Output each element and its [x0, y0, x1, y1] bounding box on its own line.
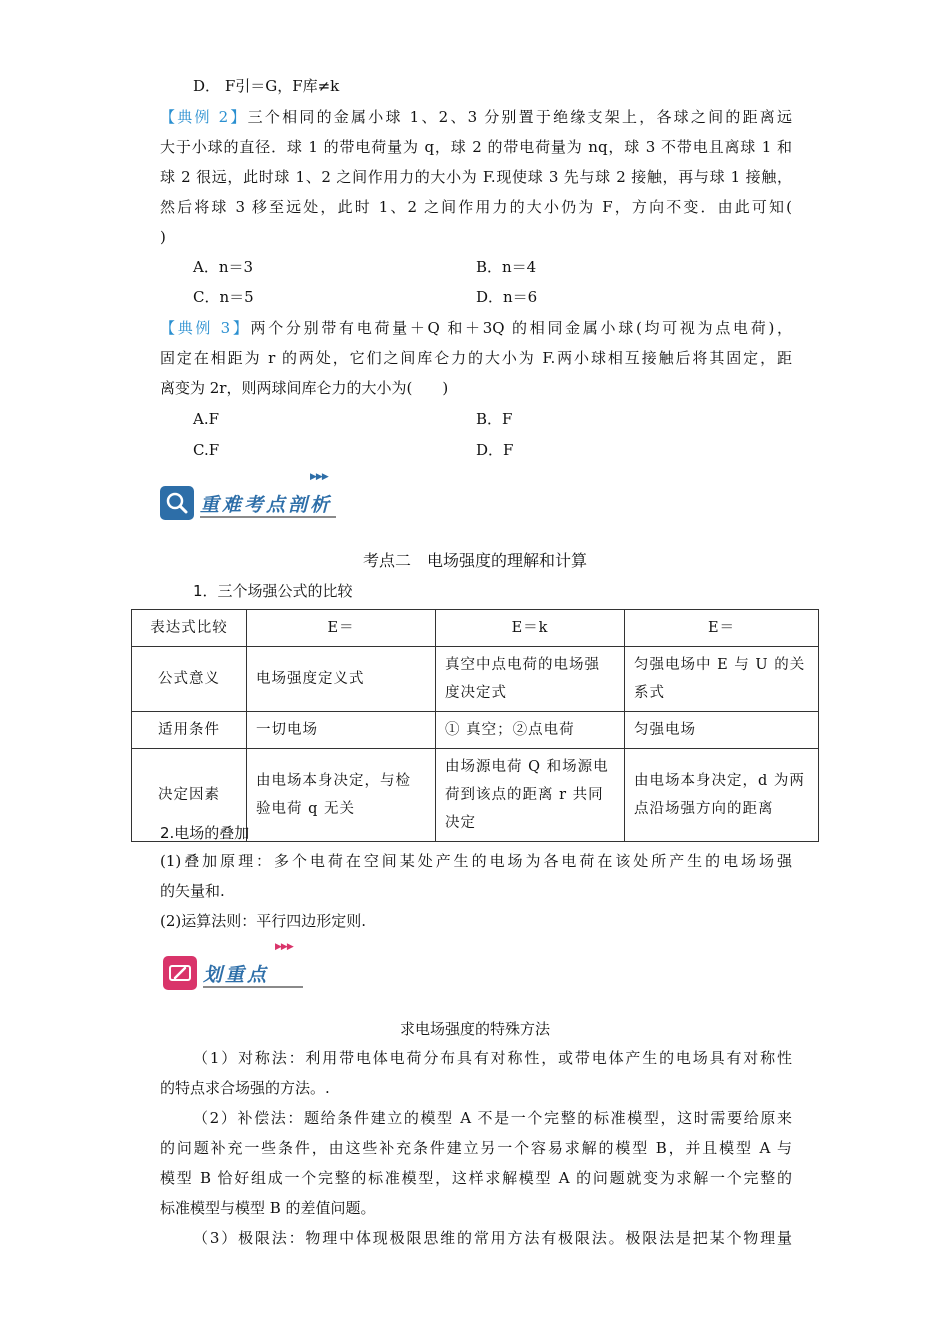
arrows-icon: ▶▶▶: [310, 472, 328, 482]
example3-line-2: 固定在相距为 r 的两处，它们之间库仑力的大小为 F.两小球相互接触后将其固定，距: [160, 349, 792, 367]
example2-option-d: D．n＝6: [476, 288, 538, 306]
table-cell: 由场源电荷 Q 和场源电荷到该点的距离 r 共同决定: [436, 749, 625, 842]
example3-option-a: A.F: [193, 410, 220, 428]
key-points-banner: [160, 472, 350, 520]
example2-option-b: B．n＝4: [476, 258, 537, 276]
superposition-p1-line-2: 的矢量和.: [160, 882, 225, 900]
table-cell: 匀强电场中 E 与 U 的关系式: [625, 647, 819, 712]
example3-option-d: D．F: [476, 441, 514, 459]
table-cell: ① 真空；②点电荷: [436, 712, 625, 749]
section-title: 考点二 电场强度的理解和计算: [362, 551, 587, 570]
formula-comparison-table: [131, 609, 819, 842]
example3-line-1: 【典例 3】两个分别带有电荷量＋Q 和＋3Q 的相同金属小球(均可视为点电荷)，: [160, 319, 792, 337]
methods-title: 求电场强度的特殊方法: [399, 1020, 550, 1038]
banner-underline: [200, 516, 336, 518]
method-3-line-1: （3）极限法：物理中体现极限思维的常用方法有极限法。极限法是把某个物理量: [193, 1229, 792, 1247]
table-cell: 适用条件: [132, 712, 247, 749]
example2-option-c: C．n＝5: [193, 288, 254, 306]
table-header-cell: E＝k: [436, 610, 625, 647]
method-2-line-4: 标准模型与模型 B 的差值问题。: [160, 1199, 376, 1217]
banner-title: 重难考点剖析: [200, 494, 333, 516]
example1-option-d: [193, 76, 825, 96]
example2-line-3: 球 2 很远，此时球 1、2 之间作用力的大小为 F.现使球 3 先与球 2 接触，再与球 1 接触，: [160, 168, 792, 186]
table-header-cell: E＝: [625, 610, 819, 647]
table-cell: 一切电场: [247, 712, 436, 749]
method-2-line-2: 的问题补充一些条件，由这些补充条件建立另一个容易求解的模型 B，并且模型 A 与: [160, 1139, 792, 1157]
highlight-banner: [163, 942, 313, 990]
table-header-row: [132, 610, 819, 647]
example2-option-a: A．n＝3: [193, 258, 254, 276]
method-1-line-1: （1）对称法：利用带电体电荷分布具有对称性，或带电体产生的电场具有对称性: [193, 1049, 792, 1067]
method-2-line-1: （2）补偿法：题给条件建立的模型 A 不是一个完整的标准模型，这时需要给原来: [193, 1109, 792, 1127]
table-cell: 决定因素: [132, 749, 247, 842]
table-cell: 公式意义: [132, 647, 247, 712]
superposition-p2: (2)运算法则：平行四边形定则.: [160, 912, 367, 930]
example2-line-2: 大于小球的直径．球 1 的带电荷量为 q，球 2 的带电荷量为 nq，球 3 不带电且离球 1 和: [160, 138, 792, 156]
example2-tag: 【典例 2】: [160, 108, 248, 126]
option-d-prefix: D．: [193, 77, 221, 95]
table-header-cell: 表达式比较: [132, 610, 247, 647]
banner-underline: [203, 986, 303, 988]
table-cell: 电场强度定义式: [247, 647, 436, 712]
highlight-icon: [163, 956, 197, 990]
example3-line-3: 离变为 2r，则两球间库仑力的大小为( ): [160, 379, 449, 397]
option-d-text: F引＝G，F库≠k: [224, 77, 340, 95]
superposition-p1-line-1: (1)叠加原理：多个电荷在空间某处产生的电场为各电荷在该处所产生的电场场强: [160, 852, 792, 870]
table-cell: 由电场本身决定，d 为两点沿场强方向的距离: [625, 749, 819, 842]
example3-tag: 【典例 3】: [160, 319, 251, 337]
magnifier-icon: [160, 486, 194, 520]
arrows-icon: ▶▶▶: [275, 942, 293, 952]
superposition-title: 2.电场的叠加: [160, 824, 250, 842]
example3-option-c: C.F: [193, 441, 220, 459]
example3-option-b: B．F: [476, 410, 513, 428]
example2-line-1: 【典例 2】三个相同的金属小球 1、2、3 分别置于绝缘支架上，各球之间的距离远: [160, 108, 793, 126]
example2-line-5: ): [160, 228, 166, 246]
table-header-cell: E＝: [247, 610, 436, 647]
method-2-line-3: 模型 B 恰好组成一个完整的标准模型，这样求解模型 A 的问题就变为求解一个完整的: [160, 1169, 792, 1187]
example2-line-4: 然后将球 3 移至远处，此时 1、2 之间作用力的大小仍为 F，方向不变．由此可知(: [160, 198, 792, 216]
banner-title: 划重点: [203, 964, 270, 986]
table-row: [132, 647, 819, 712]
table-row: [132, 712, 819, 749]
table-cell: 由电场本身决定，与检验电荷 q 无关: [247, 749, 436, 842]
table-cell: 匀强电场: [625, 712, 819, 749]
method-1-line-2: 的特点求合场强的方法。.: [160, 1079, 330, 1097]
table-cell: 真空中点电荷的电场强度决定式: [436, 647, 625, 712]
subsection-title: 1．三个场强公式的比较: [193, 582, 353, 600]
